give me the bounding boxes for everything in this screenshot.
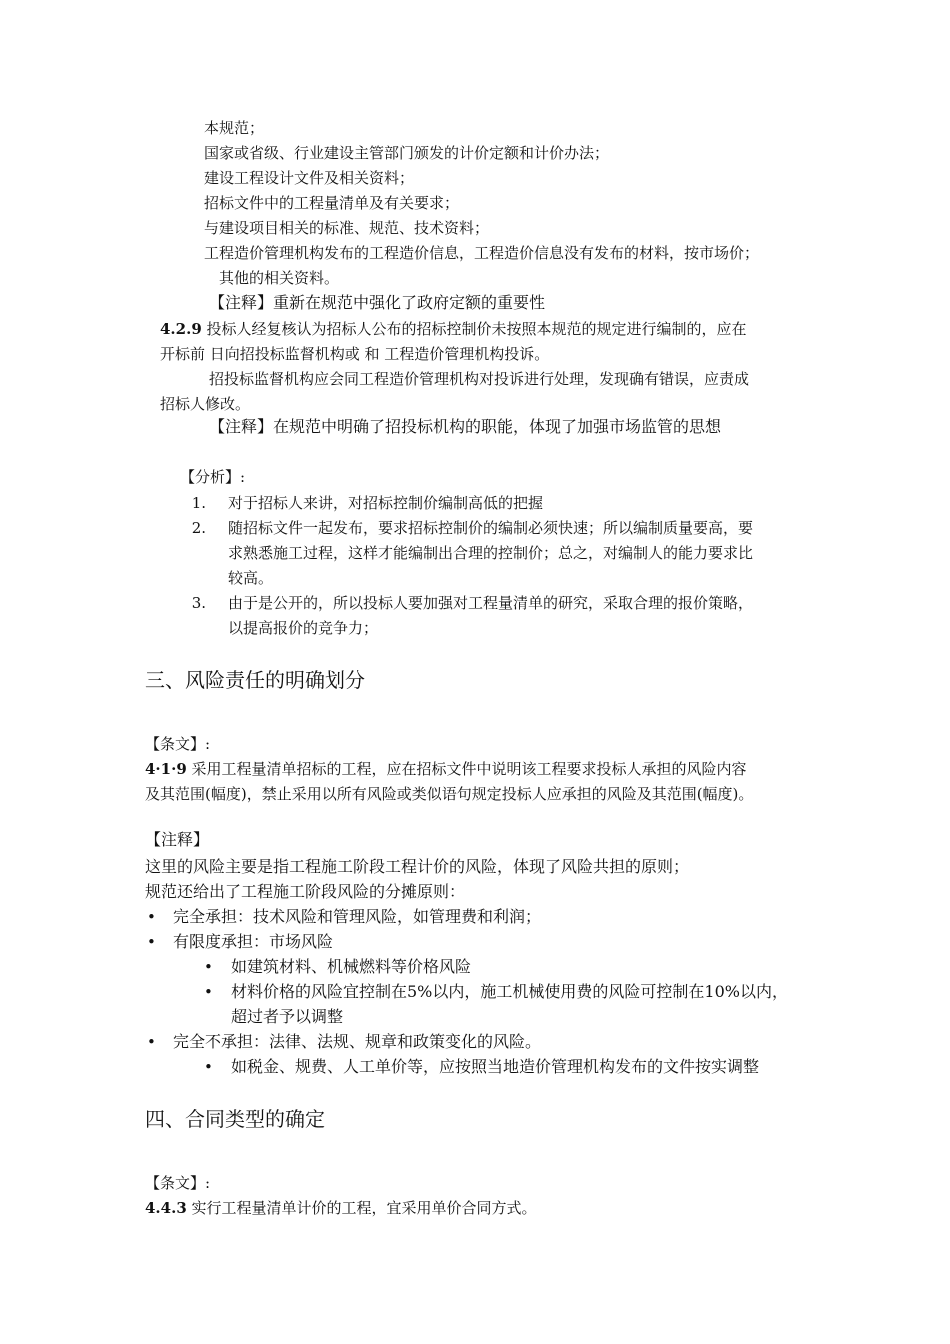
- analysis-label: 【分析】:: [180, 468, 246, 486]
- risk-bullet: 完全不承担：法律、法规、规章和政策变化的风险。: [173, 1032, 542, 1051]
- bullet-glyph: •: [147, 908, 156, 926]
- risk-sub-bullet: 超过者予以调整: [231, 1007, 344, 1026]
- risk-sub-bullet: 如税金、规费、人工单价等，应按照当地造价管理机构发布的文件按实调整: [231, 1057, 760, 1076]
- clause-label: 【条文】:: [145, 1174, 211, 1192]
- section-heading: 三、风险责任的明确划分: [145, 668, 365, 692]
- analysis-item: 对于招标人来讲，对招标控制价编制高低的把握: [228, 494, 544, 512]
- clause-419-line1: 4·1·9 采用工程量清单招标的工程，应在招标文件中说明该工程要求投标人承担的风险内容: [145, 760, 747, 778]
- risk-bullet: 完全承担：技术风险和管理风险，如管理费和利润；: [173, 907, 542, 926]
- basis-item: 招标文件中的工程量清单及有关要求；: [204, 194, 460, 212]
- clause-number: 4.2.9: [160, 320, 202, 338]
- bullet-glyph: •: [147, 1033, 156, 1051]
- basis-item: 与建设项目相关的标准、规范、技术资料；: [204, 219, 490, 237]
- analysis-item: 由于是公开的，所以投标人要加强对工程量清单的研究，采取合理的报价策略，: [228, 594, 754, 612]
- clause-label: 【条文】:: [145, 735, 211, 753]
- basis-item: 建设工程设计文件及相关资料；: [204, 169, 415, 187]
- note-gov-quota: 【注释】重新在规范中强化了政府定额的重要性: [209, 293, 546, 312]
- analysis-number: 1.: [191, 494, 206, 512]
- analysis-item: 较高。: [228, 569, 274, 587]
- clause-429-line3: 招投标监督机构应会同工程造价管理机构对投诉进行处理，发现确有错误，应责成: [209, 370, 750, 388]
- clause-number: 4.4.3: [145, 1199, 187, 1217]
- clause-443: 4.4.3 实行工程量清单计价的工程，宜采用单价合同方式。: [145, 1199, 537, 1217]
- note-market-supervision: 【注释】在规范中明确了招投标机构的职能，体现了加强市场监管的思想: [209, 417, 722, 436]
- clause-429-line4: 招标人修改。: [160, 395, 251, 413]
- analysis-number: 3.: [191, 594, 206, 612]
- risk-sub-bullet: 材料价格的风险宜控制在5%以内，施工机械使用费的风险可控制在10%以内，: [231, 982, 788, 1001]
- section-heading: 四、合同类型的确定: [145, 1107, 325, 1131]
- bullet-glyph: •: [147, 933, 156, 951]
- note-line: 这里的风险主要是指工程施工阶段工程计价的风险，体现了风险共担的原则；: [145, 857, 690, 876]
- bullet-glyph: •: [204, 983, 213, 1001]
- clause-number: 4·1·9: [145, 760, 187, 778]
- clause-429-line1: 4.2.9 投标人经复核认为招标人公布的招标控制价未按照本规范的规定进行编制的，应在: [160, 320, 747, 338]
- analysis-item: 求熟悉施工过程，这样才能编制出合理的控制价；总之，对编制人的能力要求比: [228, 544, 754, 562]
- risk-sub-bullet: 如建筑材料、机械燃料等价格风险: [231, 957, 472, 976]
- analysis-number: 2.: [191, 519, 206, 537]
- bullet-glyph: •: [204, 958, 213, 976]
- clause-419-line2: 及其范围(幅度)，禁止采用以所有风险或类似语句规定投标人应承担的风险及其范围(幅度)。: [145, 785, 754, 803]
- note-label: 【注释】: [145, 830, 210, 849]
- basis-item: 其他的相关资料。: [219, 269, 340, 287]
- bullet-glyph: •: [204, 1058, 213, 1076]
- analysis-item: 以提高报价的竞争力；: [228, 619, 379, 637]
- basis-item: 国家或省级、行业建设主管部门颁发的计价定额和计价办法；: [204, 144, 610, 162]
- analysis-item: 随招标文件一起发布，要求招标控制价的编制必须快速；所以编制质量要高，要: [228, 519, 754, 537]
- basis-item: 工程造价管理机构发布的工程造价信息，工程造价信息没有发布的材料，按市场价；: [204, 244, 760, 262]
- risk-bullet: 有限度承担：市场风险: [173, 932, 334, 951]
- clause-429-line2: 开标前 日向招投标监督机构或 和 工程造价管理机构投诉。: [160, 345, 550, 363]
- note-line: 规范还给出了工程施工阶段风险的分摊原则：: [145, 882, 466, 901]
- basis-item: 本规范；: [204, 119, 265, 137]
